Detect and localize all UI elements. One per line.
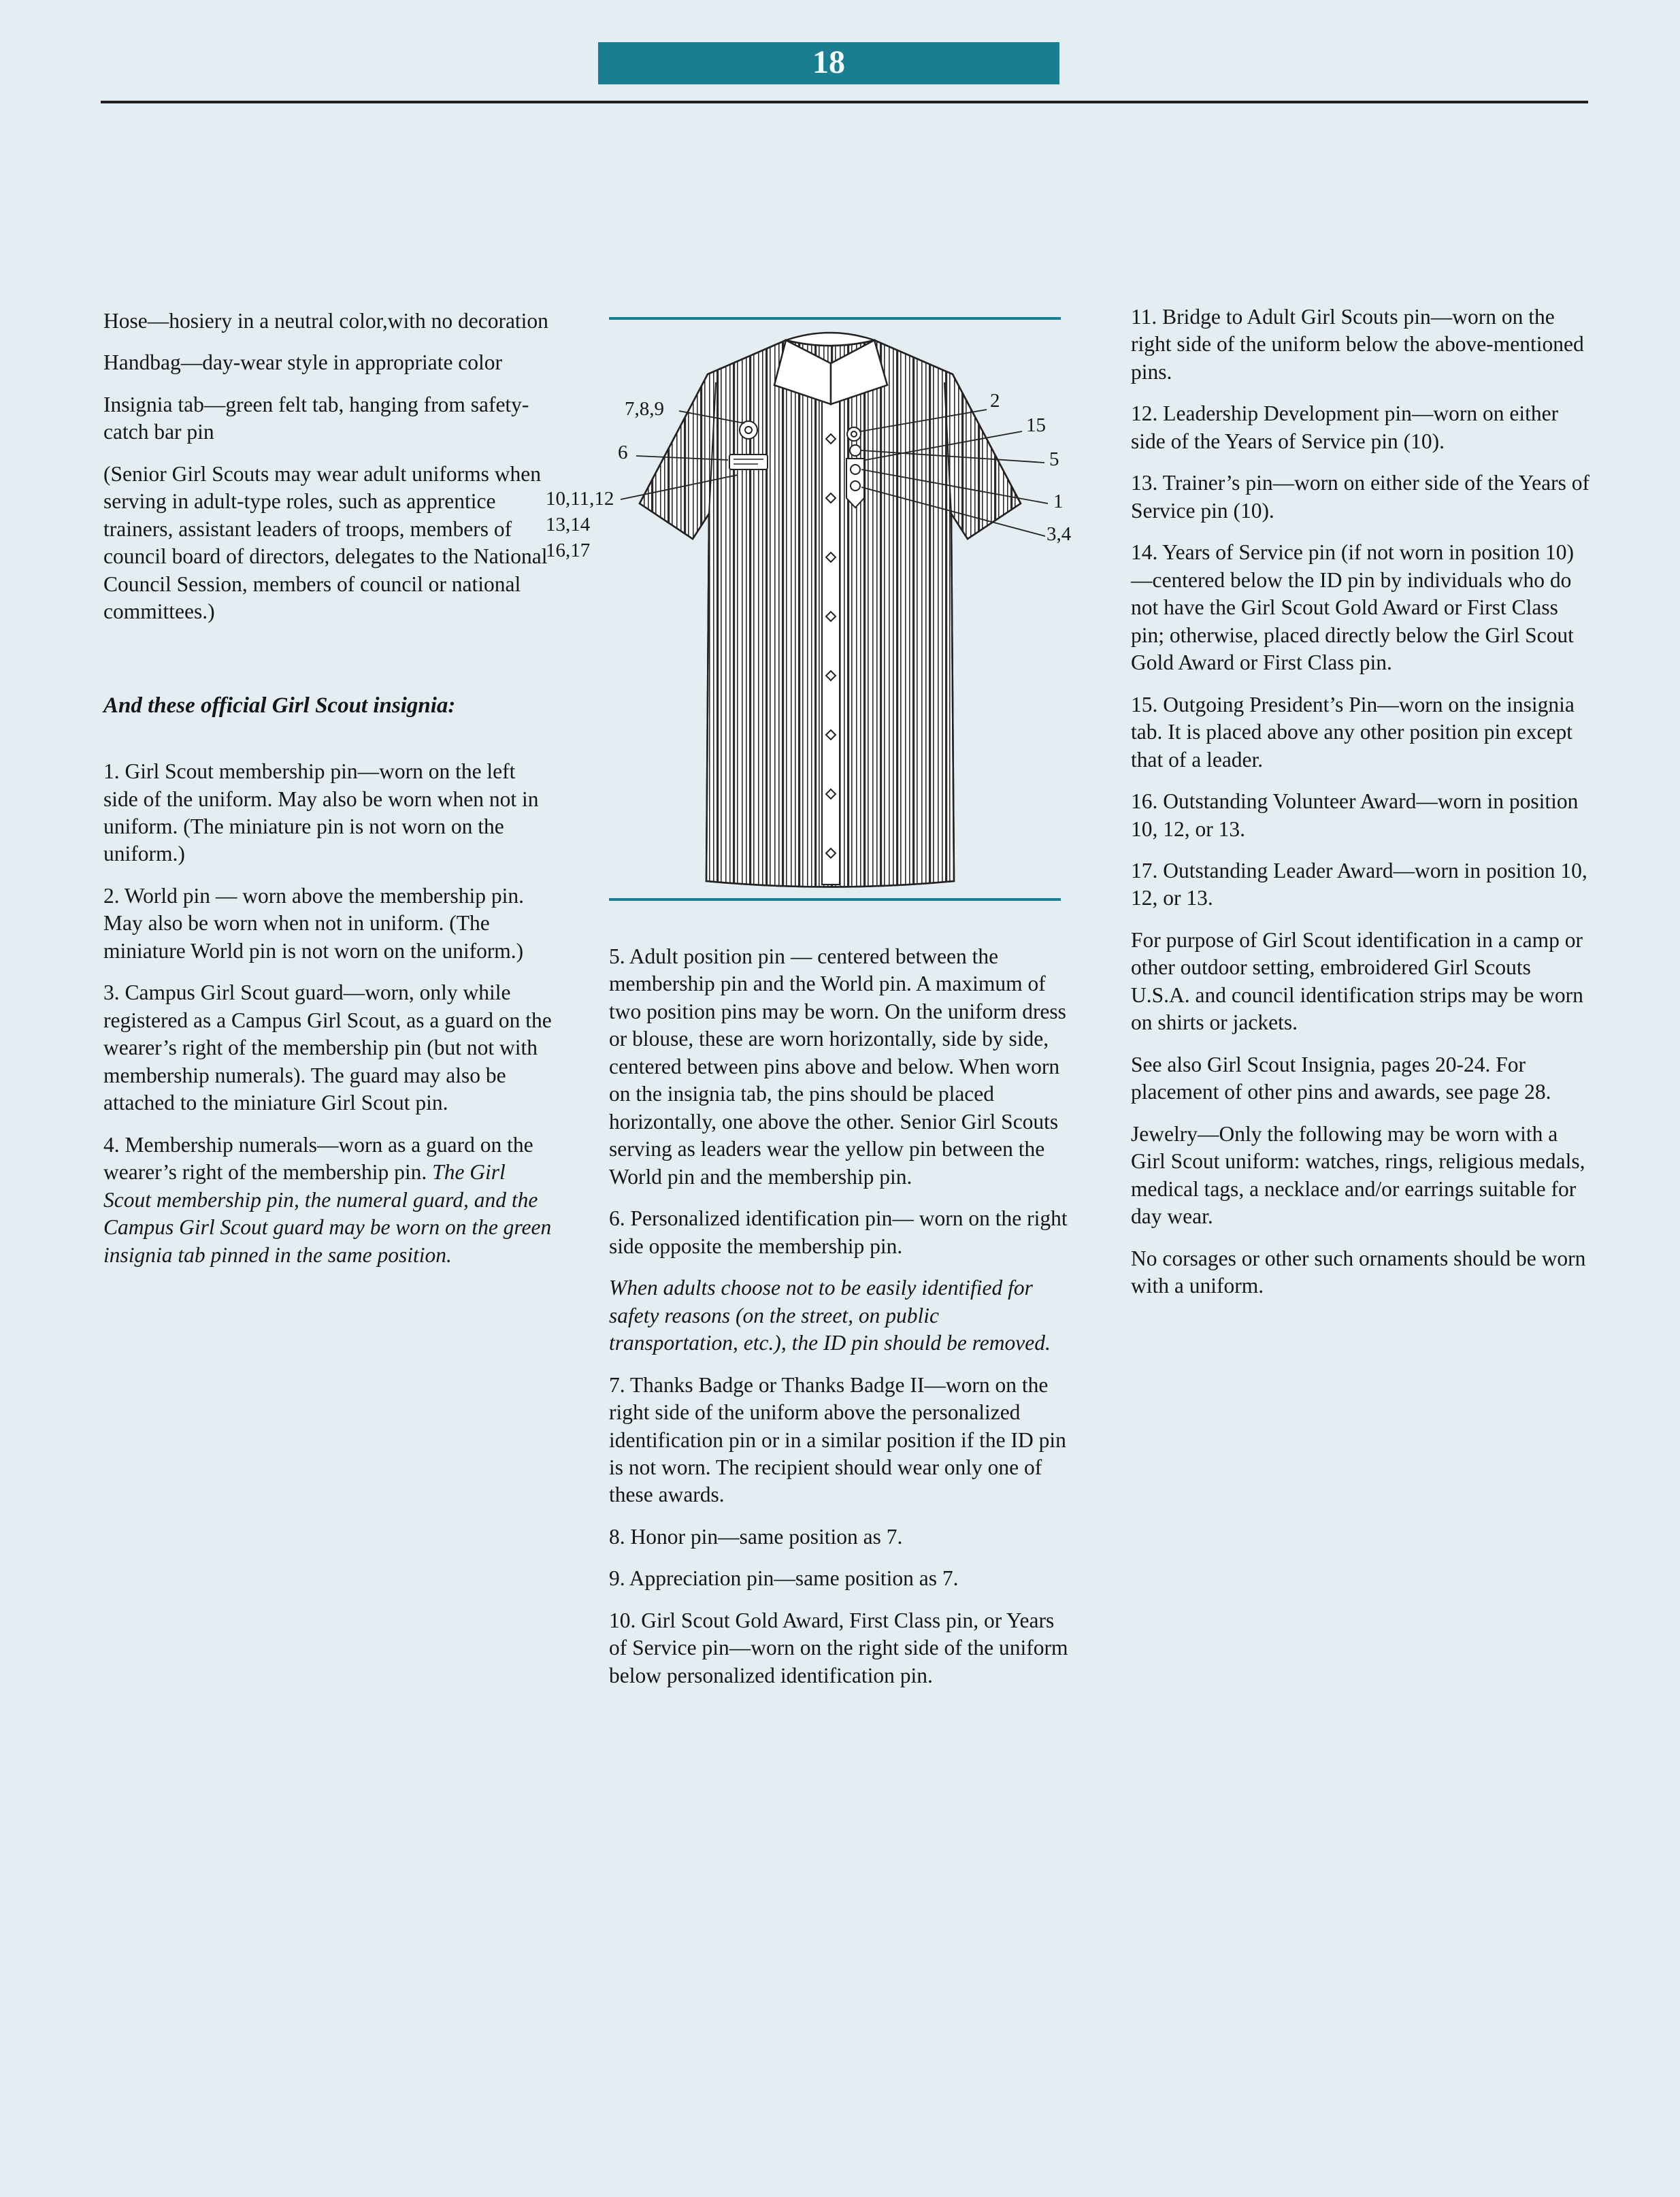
middle-column [609,943,1069,1704]
header-rule [101,101,1588,103]
see-also-note: See also Girl Scout Insignia, pages 20-24. For placement of other pins and awards, see page 28. [1131,1052,1551,1104]
position-pin [850,445,861,456]
insignia-item-9: 9. Appreciation pin—same position as 7. [609,1566,959,1591]
callout-2: 2 [990,390,1000,412]
callout-6: 6 [618,442,628,463]
id-pin [729,455,768,469]
shirt-drawing [544,320,1075,905]
page-number-banner [598,42,1059,84]
right-column [1131,303,1594,1315]
uniform-item-handbag: Handbag—day-wear style in appropriate color [103,350,503,375]
insignia-item-6: 6. Personalized identification pin— worn on the right side opposite the membership pin. [609,1206,1068,1258]
insignia-item-13: 13. Trainer’s pin—worn on either side of the Years of Service pin (10). [1131,471,1590,523]
senior-note: (Senior Girl Scouts may wear adult uniforms when serving in adult-type roles, such as apprentice trainers, assistant leaders of troops, members of council board of directors, delegates to the National Council Session, members of council or national committees.) [103,461,548,624]
callout-10-11-12: 10,11,12 [546,488,614,510]
insignia-item-4-text: 4. Membership numerals—worn as a guard on the wearer’s right of the membership pin. [103,1132,533,1185]
insignia-item-15: 15. Outgoing President’s Pin—worn on the insignia tab. It is placed above any other position pin except that of a leader. [1131,692,1575,772]
insignia-item-10: 10. Girl Scout Gold Award, First Class pin, or Years of Service pin—worn on the right side of the uniform below personalized identification pin. [609,1608,1068,1687]
insignia-item-17: 17. Outstanding Leader Award—worn in position 10, 12, or 13. [1131,858,1587,910]
button-placket [822,400,840,885]
guard-pin [851,481,860,491]
callout-16-17: 16,17 [546,540,591,561]
illustration-bottom-rule [609,898,1061,901]
callout-5: 5 [1049,448,1059,470]
callout-15: 15 [1026,414,1046,436]
insignia-item-7: 7. Thanks Badge or Thanks Badge II—worn on the right side of the uniform above the personalized identification pin or in a similar position if the ID pin is not worn. The recipient should wear only one of these awards. [609,1372,1066,1507]
insignia-item-11: 11. Bridge to Adult Girl Scouts pin—worn on the right side of the uniform below the above-mentioned pins. [1131,305,1584,384]
insignia-item-1: 1. Girl Scout membership pin—worn on the left side of the uniform. May also be worn when not in uniform. (The miniature pin is not worn on the uniform.) [103,759,539,866]
page-number: 18 [812,44,845,80]
uniform-item-insignia-tab: Insignia tab—green felt tab, hanging from safety-catch bar pin [103,392,529,444]
insignia-heading: And these official Girl Scout insignia: [103,693,456,718]
left-column [103,308,553,1283]
insignia-item-4-note: The Girl Scout membership pin, the numeral guard, and the Campus Girl Scout guard may be worn on the green insignia tab pinned in the same position. [103,1160,552,1267]
insignia-item-16: 16. Outstanding Volunteer Award—worn in position 10, 12, or 13. [1131,789,1579,841]
uniform-item-hose: Hose—hosiery in a neutral color,with no decoration [103,309,548,333]
identification-strips-note: For purpose of Girl Scout identification in a camp or other outdoor setting, embroidered Girl Scouts U.S.A. and council identification strips may be worn on shirts or jackets. [1131,927,1583,1035]
membership-pin [851,465,860,474]
callout-1: 1 [1053,491,1064,512]
corsages-note: No corsages or other such ornaments should be worn with a uniform. [1131,1246,1586,1298]
callout-3-4: 3,4 [1047,523,1072,545]
jewelry-note: Jewelry—Only the following may be worn with a Girl Scout uniform: watches, rings, religious medals, medical tags, a necklace and/or earrings suitable for day wear. [1131,1121,1585,1229]
callout-13-14: 13,14 [546,514,591,535]
uniform-shirt-illustration [544,320,1075,905]
insignia-item-5: 5. Adult position pin — centered between the membership pin and the World pin. A maximum of two position pins may be worn. On the uniform dress or blouse, these are worn horizontally, side by side, centered between pins above and below. When worn on the insignia tab, the pins should be placed horizontally, one above the other. Senior Girl Scouts serving as leaders wear the yellow pin between the World pin and the membership pin. [609,944,1066,1189]
insignia-item-4 [103,1131,553,1269]
insignia-item-8: 8. Honor pin—same position as 7. [609,1524,903,1549]
insignia-item-14: 14. Years of Service pin (if not worn in position 10)—centered below the ID pin by individuals who do not have the Girl Scout Gold Award or First Class pin; otherwise, placed directly below the Girl Scout Gold Award or First Class pin. [1131,540,1574,675]
insignia-item-12: 12. Leadership Development pin—worn on either side of the Years of Service pin (10). [1131,401,1559,453]
insignia-item-2: 2. World pin — worn above the membership pin. May also be worn when not in uniform. (The miniature World pin is not worn on the uniform.) [103,883,525,963]
safety-note: When adults choose not to be easily identified for safety reasons (on the street, on public transportation, etc.), the ID pin should be removed. [609,1276,1051,1355]
insignia-item-3: 3. Campus Girl Scout guard—worn, only while registered as a Campus Girl Scout, as a guard on the wearer’s right of the membership pin (but not with membership numerals). The guard may also be attached to the miniature Girl Scout pin. [103,980,552,1115]
callout-7-8-9: 7,8,9 [625,398,664,420]
